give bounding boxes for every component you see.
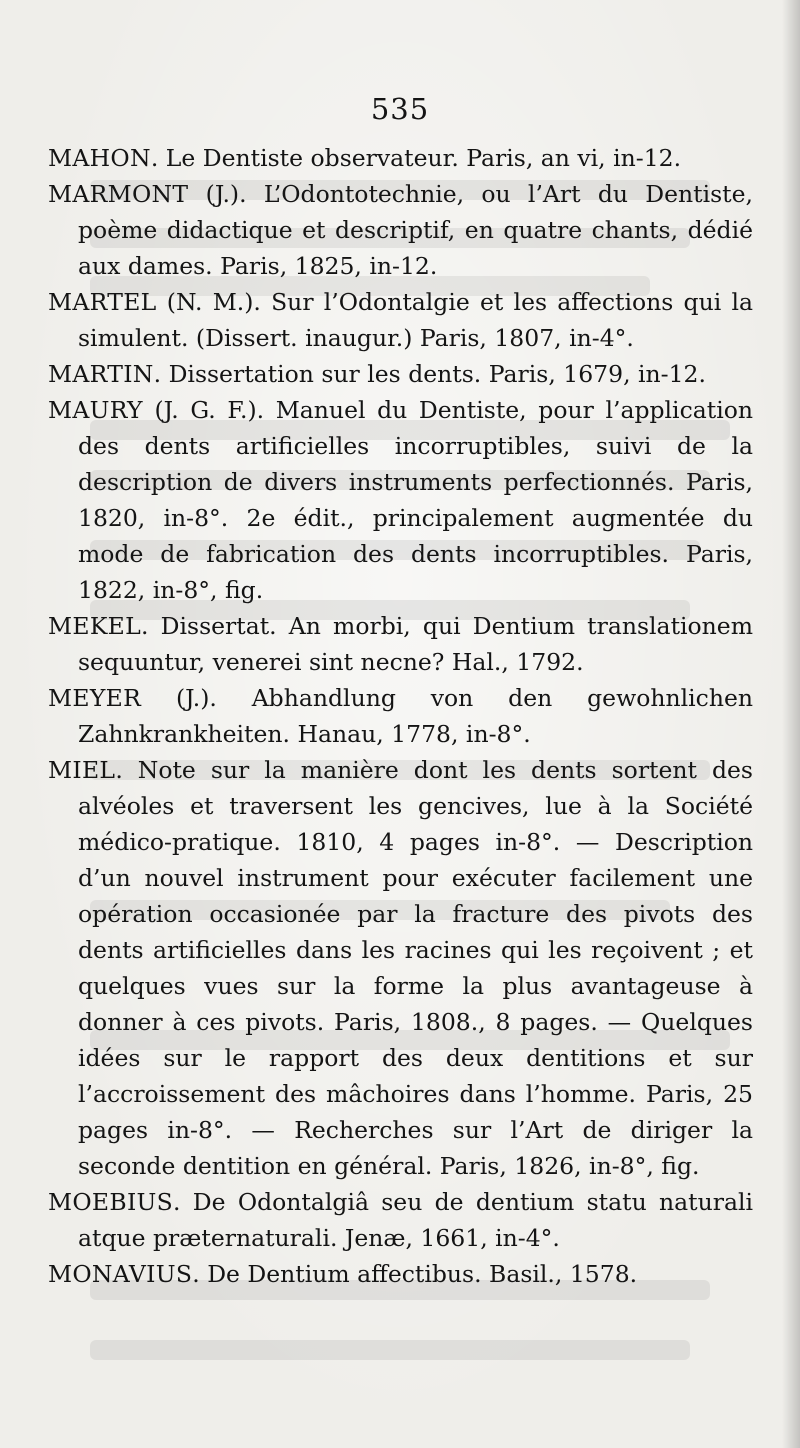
- entry-text: . De Dentium affectibus. Basil., 1578.: [192, 1260, 638, 1288]
- entry-text: (J.). Abhandlung von den gewohnlichen Zahnkrankheiten. Hanau, 1778, in-8°.: [78, 684, 753, 748]
- author-name: MARTIN: [48, 360, 154, 388]
- author-name: MARMONT: [48, 180, 189, 208]
- bibliography-entry-mekel: [48, 608, 753, 680]
- page-number: 535: [370, 92, 430, 126]
- bibliography-entry-mahon: [48, 140, 753, 176]
- page-edge-shadow: [782, 0, 800, 1448]
- entry-text: . Dissertation sur les dents. Paris, 1679, in-12.: [153, 360, 706, 388]
- entry-text: . Le Dentiste observateur. Paris, an vi, in-12.: [150, 144, 682, 172]
- bibliography-entry-maury: [48, 392, 753, 608]
- entry-text: (N. M.). Sur l’Odontalgie et les affections qui la simulent. (Dissert. inaugur.) Paris, 1807, in-4°.: [78, 288, 753, 352]
- bibliography-entry-monavius: [48, 1256, 753, 1292]
- author-name: MARTEL: [48, 288, 157, 316]
- author-name: MOEBIUS: [48, 1188, 174, 1216]
- bibliography-entry-meyer: [48, 680, 753, 752]
- entry-text: (J.). L’Odontotechnie, ou l’Art du Dentiste, poème didactique et descriptif, en quatre chants, dédié aux dames. Paris, 1825, in-12.: [78, 180, 753, 280]
- bibliography-entry-martin: [48, 356, 753, 392]
- author-name: MEYER: [48, 684, 142, 712]
- bibliography-list: [48, 140, 753, 1292]
- bibliography-entry-moebius: [48, 1184, 753, 1256]
- author-name: MAURY: [48, 396, 143, 424]
- bibliography-entry-miel: [48, 752, 753, 1184]
- author-name: MAHON: [48, 144, 151, 172]
- bibliography-entry-martel: [48, 284, 753, 356]
- bibliography-entry-marmont: [48, 176, 753, 284]
- entry-text: (J. G. F.). Manuel du Dentiste, pour l’application des dents artificielles incorruptibles, suivi de la description de divers instruments perfectionnés. Paris, 1820, in-8°. 2e édit., principalement augmentée du mode de fabrication des dents incorruptibles. Paris, 1822, in-8°, fig.: [78, 396, 753, 604]
- entry-text: . De Odontalgiâ seu de dentium statu naturali atque præternaturali. Jenæ, 1661, in-4°.: [78, 1188, 753, 1252]
- author-name: MEKEL: [48, 612, 142, 640]
- entry-text: . Dissertat. An morbi, qui Dentium translationem sequuntur, venerei sint necne? Hal., 1792.: [78, 612, 753, 676]
- author-name: MIEL: [48, 756, 116, 784]
- entry-text: . Note sur la manière dont les dents sortent des alvéoles et traversent les gencives, lue à la Société médico-pratique. 1810, 4 pages in-8°. — Description d’un nouvel instrument pour exécuter facilement une opération occasionée par la fracture des pivots des dents artificielles dans les racines qui les reçoivent ; et quelques vues sur la forme la plus avantageuse à donner à ces pivots. Paris, 1808., 8 pages. — Quelques idées sur le rapport des deux dentitions et sur l’accroissement des mâchoires dans l’homme. Paris, 25 pages in-8°. — Recherches sur l’Art de diriger la seconde dentition en général. Paris, 1826, in-8°, fig.: [78, 756, 753, 1180]
- author-name: MONAVIUS: [48, 1260, 193, 1288]
